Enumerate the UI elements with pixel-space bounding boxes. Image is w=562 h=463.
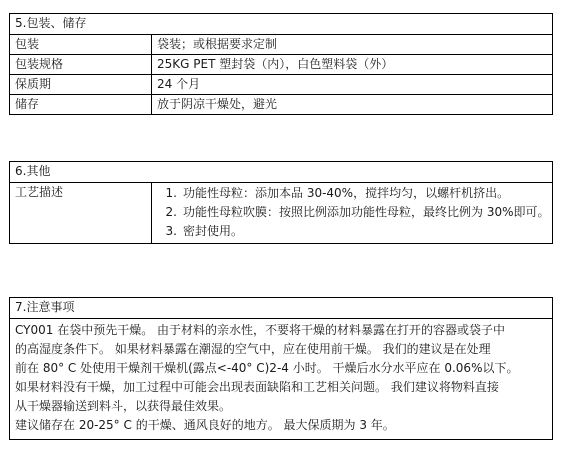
step-text: 密封使用。	[183, 224, 244, 238]
notes-line: 从干燥器输送到料斗，以获得最佳效果。	[15, 399, 232, 413]
notes-section-title: 7.注意事项	[10, 298, 553, 319]
process-step	[157, 184, 547, 203]
storage-value: 放于阴凉干燥处，避光	[152, 95, 553, 115]
other-table	[9, 161, 553, 244]
step-text: 功能性母粒：添加本品 30-40%，搅拌均匀，以螺杆机挤出。	[183, 186, 510, 200]
notes-line: 建议储存在 20-25° C 的干燥、通风良好的地方。 最大保质期为 3 年。	[15, 418, 395, 432]
packaging-spec-value: 25KG PET 塑封袋（内），白色塑料袋（外）	[152, 55, 553, 75]
packaging-table	[9, 13, 553, 115]
packaging-spec-label: 包装规格	[10, 55, 152, 75]
notes-line: 的高湿度条件下。 如果材料暴露在潮湿的空气中，应在使用前干燥。 我们的建议是在处理	[15, 342, 491, 356]
notes-body	[10, 319, 553, 440]
storage-label: 储存	[10, 95, 152, 115]
notes-line: 如果材料没有干燥，加工过程中可能会出现表面缺陷和工艺相关问题。 我们建议将物料直接	[15, 380, 499, 394]
notes-line: CY001 在袋中预先干燥。 由于材料的亲水性，不要将干燥的材料暴露在打开的容器或袋子中	[15, 323, 506, 337]
process-step	[157, 222, 547, 241]
step-number: 3.	[165, 224, 177, 238]
other-section-title: 6.其他	[10, 162, 553, 183]
step-number: 2.	[165, 205, 177, 219]
packaging-section-title: 5.包装、储存	[10, 14, 553, 35]
notes-line: 前在 80° C 处使用干燥剂干燥机(露点<-40° C)2-4 小时。 干燥后水分水平应在 0.06%以下。	[15, 361, 519, 375]
packaging-label: 包装	[10, 35, 152, 55]
packaging-value: 袋装；或根据要求定制	[152, 35, 553, 55]
process-step	[157, 203, 550, 222]
step-text: 功能性母粒吹膜：按照比例添加功能性母粒，最终比例为 30%即可。	[183, 205, 550, 219]
process-description-label: 工艺描述	[10, 183, 152, 244]
process-description-list-cell	[152, 183, 553, 244]
notes-table	[9, 297, 553, 440]
step-number: 1.	[165, 186, 177, 200]
shelf-life-value: 24 个月	[152, 75, 553, 95]
shelf-life-label: 保质期	[10, 75, 152, 95]
